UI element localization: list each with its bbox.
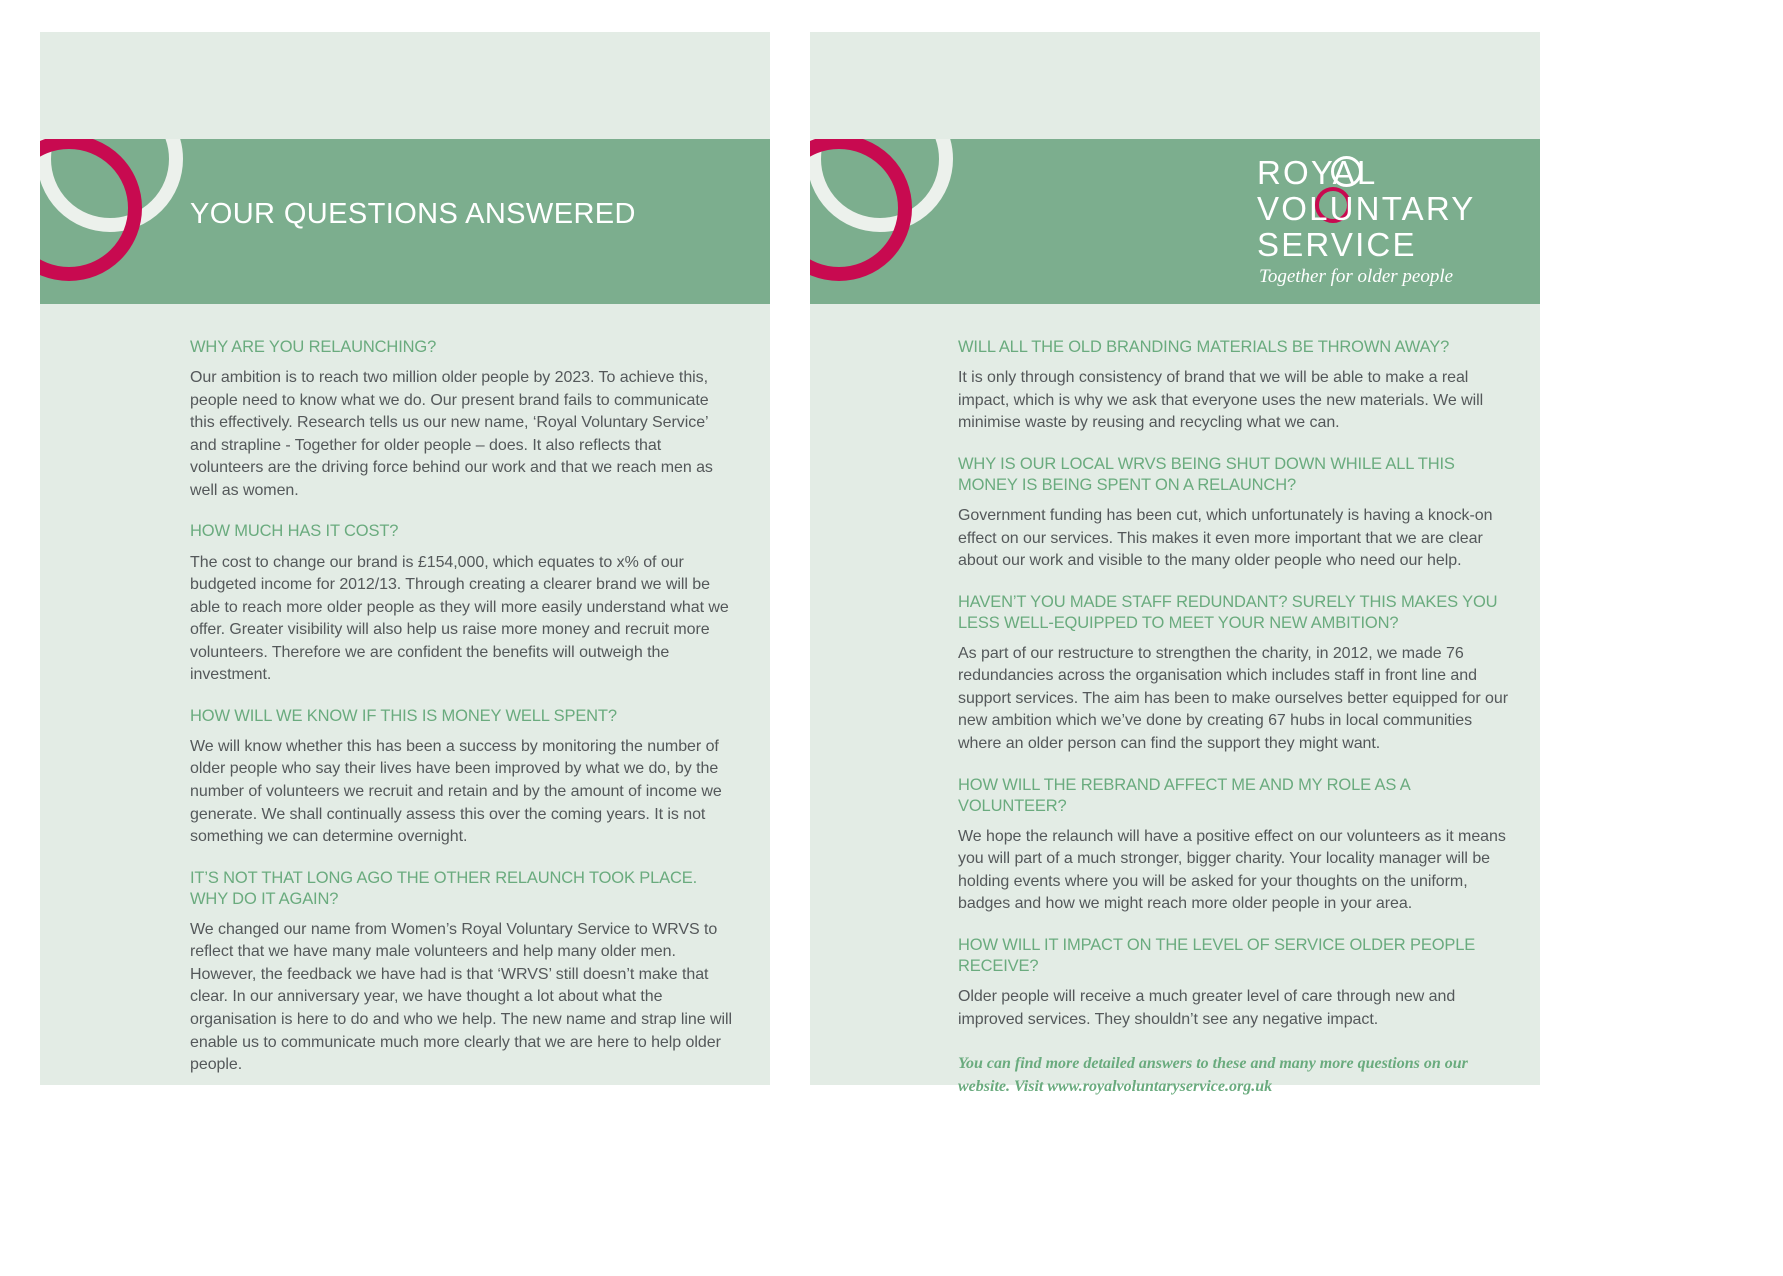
logo-line-service: SERVICE — [1257, 226, 1417, 263]
qa-item — [190, 337, 735, 502]
royal-voluntary-service-logo — [1257, 156, 1512, 288]
answer-text: Our ambition is to reach two million older people by 2023. To achieve this, people need to know what we do. Our present brand fails to communicate this effectively. Research tells us our new name, ‘Royal Voluntary Service’ and strapline - Together for older people – does. It also reflects that volunteers are the driving force behind our work and that we reach men as well as women. — [190, 369, 713, 499]
qa-item — [958, 935, 1510, 1031]
question-heading: HOW MUCH HAS IT COST? — [190, 522, 399, 541]
logo-line-royal: ROYAL — [1257, 154, 1378, 191]
answer-text: Government funding has been cut, which unfortunately is having a knock-on effect on our services. This makes it even more important that we are clear about our work and visible to the many older people who need our help. — [958, 506, 1493, 570]
question-heading: HOW WILL IT IMPACT ON THE LEVEL OF SERVICE OLDER PEOPLE RECEIVE? — [958, 935, 1476, 976]
question-heading: HOW WILL THE REBRAND AFFECT ME AND MY ROLE AS A VOLUNTEER? — [958, 775, 1410, 815]
logo-white-o-icon — [1331, 156, 1362, 187]
left-page-qa-list — [190, 337, 735, 1077]
qa-item — [190, 868, 735, 1077]
page-title: YOUR QUESTIONS ANSWERED — [190, 198, 636, 230]
question-heading: WILL ALL THE OLD BRANDING MATERIALS BE THROWN AWAY? — [958, 338, 1450, 356]
website-callout: You can find more detailed answers to these and many more questions on our website. Visit www.royalvoluntaryservice.org.uk — [958, 1055, 1468, 1095]
answer-text: We will know whether this has been a success by monitoring the number of older people who say their lives have been improved by what we do, by the number of volunteers we recruit and retain and by the amount of income we generate. We shall continually assess this over the coming years. It is not something we can determine overnight. — [190, 737, 722, 846]
logo-tagline: Together for older people — [1259, 266, 1454, 287]
answer-text: We changed our name from Women’s Royal Voluntary Service to WRVS to reflect that we have many male volunteers and help many older men. However, the feedback we have had is that ‘WRVS’ still doesn’t make that clear. In our anniversary year, we have thought a lot about what the organisation is here to do and who we help. The new name and strap line will enable us to communicate much more clearly that we are here to help older people. — [190, 920, 733, 1074]
qa-item — [958, 454, 1510, 573]
answer-text: The cost to change our brand is £154,000, which equates to x% of our budgeted income for 2012/13. Through creating a clearer brand we will be able to reach more older people as they will more easily understand what we offer. Greater visibility will also help us raise more money and recruit more volunteers. Therefore we are confident the benefits will outweigh the investment. — [190, 553, 729, 684]
qa-item — [958, 337, 1510, 435]
question-heading: HAVEN’T YOU MADE STAFF REDUNDANT? SURELY THIS MAKES YOU LESS WELL-EQUIPPED TO MEET YOUR NEW AMBITION? — [958, 592, 1498, 632]
left-page — [40, 32, 770, 1085]
qa-item — [190, 521, 735, 686]
answer-text: It is only through consistency of brand that we will be able to make a real impact, which is why we ask that everyone uses the new materials. We will minimise waste by reusing and recycling what we can. — [958, 369, 1484, 432]
left-page-header-band — [40, 139, 770, 304]
qa-item — [958, 592, 1510, 756]
question-heading: WHY ARE YOU RELAUNCHING? — [190, 338, 437, 356]
question-heading: HOW WILL WE KNOW IF THIS IS MONEY WELL SPENT? — [190, 706, 617, 725]
logo-line-voluntary: VOLUNTARY — [1257, 190, 1476, 227]
answer-text: We hope the relaunch will have a positive effect on our volunteers as it means you will part of a much stronger, bigger charity. Your locality manager will be holding events where you will be asked for your thoughts on the uniform, badges and how we might reach more older people in your area. — [958, 827, 1506, 913]
right-page-qa-list — [958, 337, 1510, 1098]
right-page-header-band — [810, 139, 1540, 304]
answer-text: Older people will receive a much greater level of care through new and improved services. They shouldn’t see any negative impact. — [958, 988, 1456, 1028]
answer-text: As part of our restructure to strengthen the charity, in 2012, we made 76 redundancies across the organisation which includes staff in front line and support services. The aim has been to make ourselves better equipped for our new ambition which we’ve done by creating 67 hubs in local communities where an older person can find the support they might want. — [958, 644, 1508, 753]
qa-item — [958, 775, 1510, 916]
right-page — [810, 32, 1540, 1095]
question-heading: IT’S NOT THAT LONG AGO THE OTHER RELAUNCH TOOK PLACE. WHY DO IT AGAIN? — [190, 868, 698, 908]
qa-item — [190, 706, 735, 849]
question-heading: WHY IS OUR LOCAL WRVS BEING SHUT DOWN WHILE ALL THIS MONEY IS BEING SPENT ON A RELAUNCH? — [958, 454, 1455, 494]
